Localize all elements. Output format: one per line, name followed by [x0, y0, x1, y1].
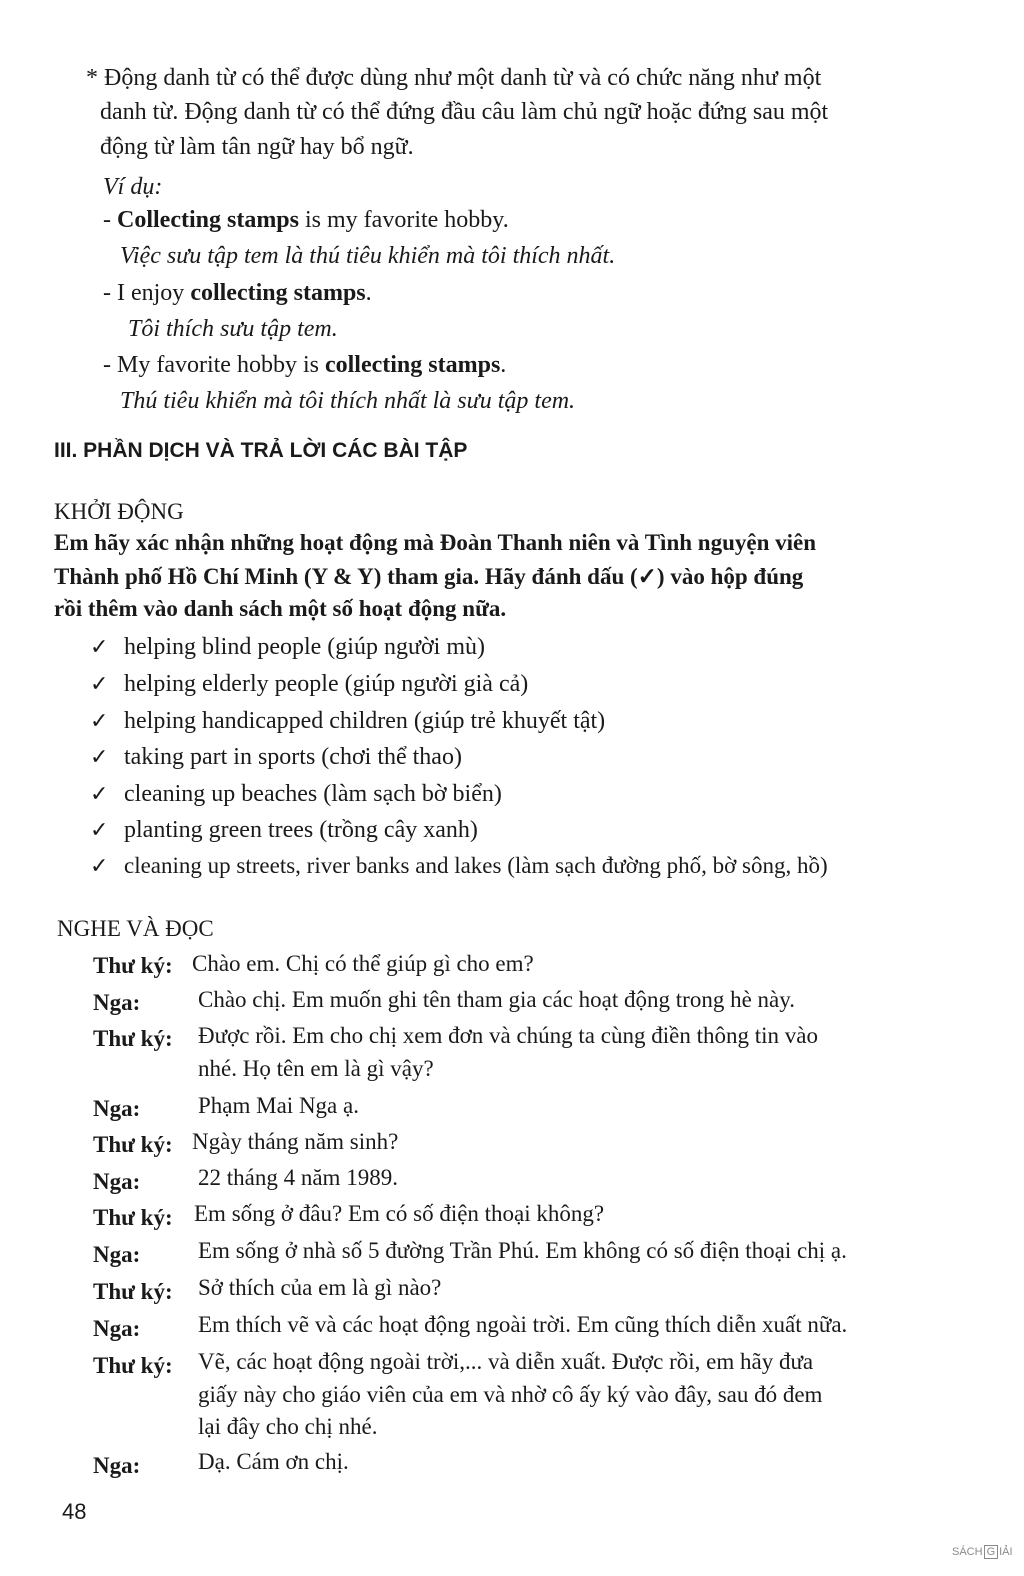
- check-icon: ✓: [90, 671, 109, 696]
- utterance-line: Chào em. Chị có thể giúp gì cho em?: [192, 951, 534, 976]
- warmup-instruction-1: Em hãy xác nhận những hoạt động mà Đoàn Thanh niên và Tình nguyện viên: [54, 530, 816, 555]
- speaker-label: Nga:: [93, 990, 141, 1015]
- activity-text: helping handicapped children (giúp trẻ khuyết tật): [124, 708, 606, 734]
- utterance-line: nhé. Họ tên em là gì vậy?: [198, 1056, 434, 1081]
- check-icon: ✓: [90, 817, 109, 842]
- speaker-label: Nga:: [93, 1096, 141, 1121]
- utterance-line: Vẽ, các hoạt động ngoài trời,... và diễn xuất. Được rồi, em hãy đưa: [198, 1349, 814, 1374]
- utterance-line: 22 tháng 4 năm 1989.: [198, 1165, 398, 1190]
- utterance-line: Phạm Mai Nga ạ.: [198, 1093, 359, 1118]
- check-icon: ✓: [90, 781, 109, 806]
- check-icon: ✓: [90, 744, 109, 769]
- example-translation-2: Tôi thích sưu tập tem.: [128, 316, 338, 342]
- utterance-line: giấy này cho giáo viên của em và nhờ cô ấy ký vào đây, sau đó đem: [198, 1382, 823, 1407]
- speaker-label: Nga:: [93, 1316, 141, 1341]
- activity-text: taking part in sports (chơi thể thao): [124, 744, 462, 770]
- speaker-label: Nga:: [93, 1169, 141, 1194]
- activity-text: cleaning up streets, river banks and lakes (làm sạch đường phố, bờ sông, hồ): [124, 853, 828, 878]
- utterance-line: Em sống ở đâu? Em có số điện thoại không?: [194, 1201, 605, 1226]
- utterance-line: Sở thích của em là gì nào?: [198, 1275, 442, 1300]
- check-icon: ✓: [90, 708, 109, 733]
- speaker-label: Thư ký:: [93, 1026, 173, 1051]
- utterance-line: Ngày tháng năm sinh?: [192, 1129, 399, 1154]
- warmup-heading: KHỞI ĐỘNG: [54, 499, 184, 524]
- activity-text: helping blind people (giúp người mù): [124, 634, 485, 660]
- example-sentence-2: - I enjoy collecting stamps.: [103, 280, 372, 306]
- check-icon: ✓: [90, 853, 109, 878]
- utterance-line: Được rồi. Em cho chị xem đơn và chúng ta cùng điền thông tin vào: [198, 1023, 818, 1048]
- utterance-line: Em sống ở nhà số 5 đường Trần Phú. Em không có số điện thoại chị ạ.: [198, 1238, 847, 1263]
- utterance-line: lại đây cho chị nhé.: [198, 1414, 378, 1439]
- example-translation-1: Việc sưu tập tem là thú tiêu khiển mà tôi thích nhất.: [120, 243, 616, 269]
- speaker-label: Thư ký:: [93, 1132, 173, 1157]
- section-heading: III. PHẦN DỊCH VÀ TRẢ LỜI CÁC BÀI TẬP: [54, 439, 468, 462]
- intro-line-3: động từ làm tân ngữ hay bổ ngữ.: [100, 134, 414, 160]
- speaker-label: Thư ký:: [93, 1279, 173, 1304]
- speaker-label: Thư ký:: [93, 1205, 173, 1230]
- example-sentence-3: - My favorite hobby is collecting stamps.: [103, 352, 507, 378]
- warmup-instruction-2: Thành phố Hồ Chí Minh (Y & Y) tham gia. Hãy đánh dấu (✓) vào hộp đúng: [54, 564, 804, 589]
- activity-text: cleaning up beaches (làm sạch bờ biển): [124, 781, 502, 807]
- page-number: 48: [62, 1499, 87, 1524]
- warmup-instruction-3: rồi thêm vào danh sách một số hoạt động nữa.: [54, 596, 507, 621]
- intro-line-2: danh từ. Động danh từ có thể đứng đầu câu làm chủ ngữ hoặc đứng sau một: [100, 99, 829, 125]
- example-sentence-1: - Collecting stamps is my favorite hobby.: [103, 207, 509, 233]
- activity-text: helping elderly people (giúp người già cả): [124, 671, 529, 697]
- utterance-line: Chào chị. Em muốn ghi tên tham gia các hoạt động trong hè này.: [198, 987, 796, 1012]
- activity-text: planting green trees (trồng cây xanh): [124, 817, 478, 843]
- speaker-label: Thư ký:: [93, 953, 173, 978]
- speaker-label: Nga:: [93, 1242, 141, 1267]
- speaker-label: Thư ký:: [93, 1353, 173, 1378]
- watermark-logo: SÁCH G IẢI: [952, 1546, 1013, 1558]
- utterance-line: Dạ. Cám ơn chị.: [198, 1449, 349, 1474]
- intro-line-1: * Động danh từ có thể được dùng như một danh từ và có chức năng như một: [86, 65, 822, 91]
- check-icon: ✓: [90, 634, 109, 659]
- example-label: Ví dụ:: [103, 174, 163, 200]
- utterance-line: Em thích vẽ và các hoạt động ngoài trời. Em cũng thích diễn xuất nữa.: [198, 1312, 848, 1337]
- example-translation-3: Thú tiêu khiển mà tôi thích nhất là sưu tập tem.: [120, 388, 576, 414]
- listen-heading: NGHE VÀ ĐỌC: [57, 916, 214, 941]
- speaker-label: Nga:: [93, 1453, 141, 1478]
